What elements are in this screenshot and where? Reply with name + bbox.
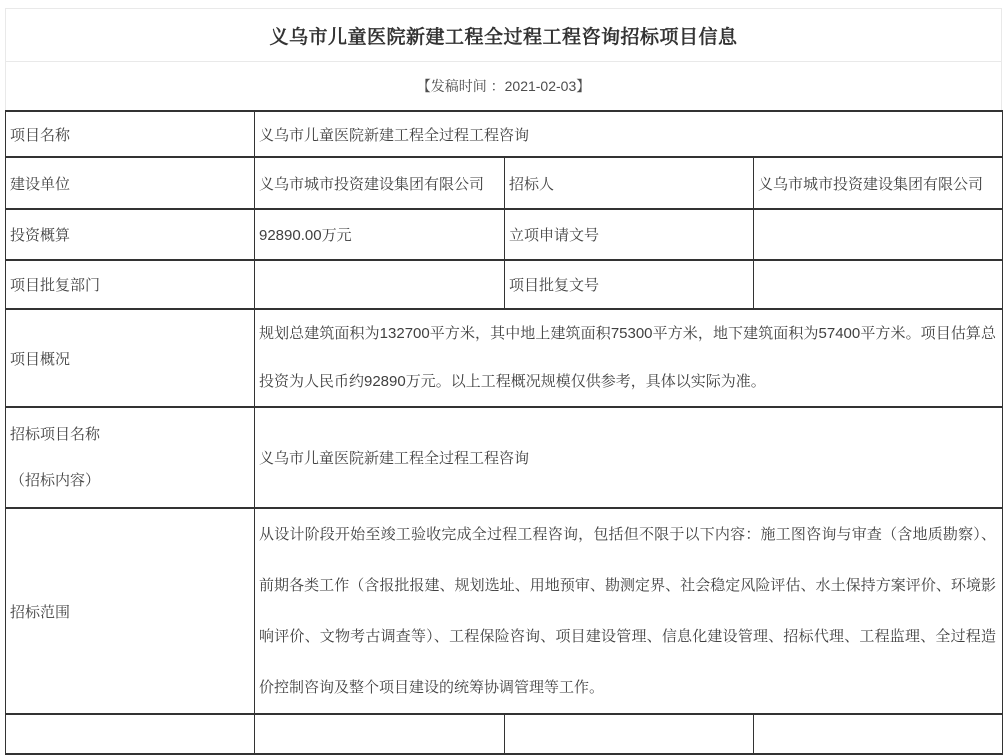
approval-document-number-label: 项目批复文号: [505, 260, 754, 309]
table-row-approval: [6, 260, 1003, 309]
project-name-label: 项目名称: [6, 111, 255, 157]
approval-department-value: [255, 260, 505, 309]
investment-estimate-label: 投资概算: [6, 209, 255, 260]
publish-time-bar: [5, 62, 1002, 110]
partial-row-cell-4: [754, 714, 1003, 754]
tenderer-label: 招标人: [505, 157, 754, 209]
project-overview-label: 项目概况: [6, 309, 255, 407]
construction-unit-label: 建设单位: [6, 157, 255, 209]
partial-row-cell-1: [6, 714, 255, 754]
partial-row-cell-3: [505, 714, 754, 754]
partial-row-cell-2: [255, 714, 505, 754]
table-row-tender-scope: [6, 508, 1003, 714]
project-info-table: [5, 110, 1003, 755]
page-title: 义乌市儿童医院新建工程全过程工程咨询招标项目信息: [269, 26, 738, 48]
project-name-value: 义乌市儿童医院新建工程全过程工程咨询: [255, 111, 1003, 157]
tender-project-name-label: [6, 407, 255, 508]
tender-project-name-label-line2: （招标内容）: [10, 471, 101, 489]
table-row-construction-unit: [6, 157, 1003, 209]
table-row-project-name: [6, 111, 1003, 157]
project-overview-value: 规划总建筑面积为132700平方米，其中地上建筑面积75300平方米，地下建筑面积为57400平方米。项目估算总投资为人民币约92890万元。以上工程概况规模仅供参考，具体以实际为准。: [255, 309, 1003, 407]
construction-unit-value: 义乌市城市投资建设集团有限公司: [255, 157, 505, 209]
tender-project-name-label-line1: 招标项目名称: [10, 425, 101, 443]
page-container: [5, 8, 1002, 755]
table-row-tender-name: [6, 407, 1003, 508]
approval-department-label: 项目批复部门: [6, 260, 255, 309]
project-application-number-label: 立项申请文号: [505, 209, 754, 260]
tender-scope-label: 招标范围: [6, 508, 255, 714]
title-bar: [5, 8, 1002, 62]
tender-scope-value: 从设计阶段开始至竣工验收完成全过程工程咨询，包括但不限于以下内容：施工图咨询与审查（含地质勘察）、前期各类工作（含报批报建、规划选址、用地预审、勘测定界、社会稳定风险评估、水土保持方案评价、环境影响评价、文物考古调查等）、工程保险咨询、项目建设管理、信息化建设管理、招标代理、工程监理、全过程造价控制咨询及整个项目建设的统筹协调管理等工作。: [255, 508, 1003, 714]
project-application-number-value: [754, 209, 1003, 260]
table-row-partial: [6, 714, 1003, 754]
table-row-overview: [6, 309, 1003, 407]
publish-time: 【发稿时间 ：2021-02-03】: [416, 78, 591, 94]
investment-estimate-value: 92890.00万元: [255, 209, 505, 260]
tender-project-name-value: 义乌市儿童医院新建工程全过程工程咨询: [255, 407, 1003, 508]
approval-document-number-value: [754, 260, 1003, 309]
tenderer-value: 义乌市城市投资建设集团有限公司: [754, 157, 1003, 209]
table-row-investment: [6, 209, 1003, 260]
